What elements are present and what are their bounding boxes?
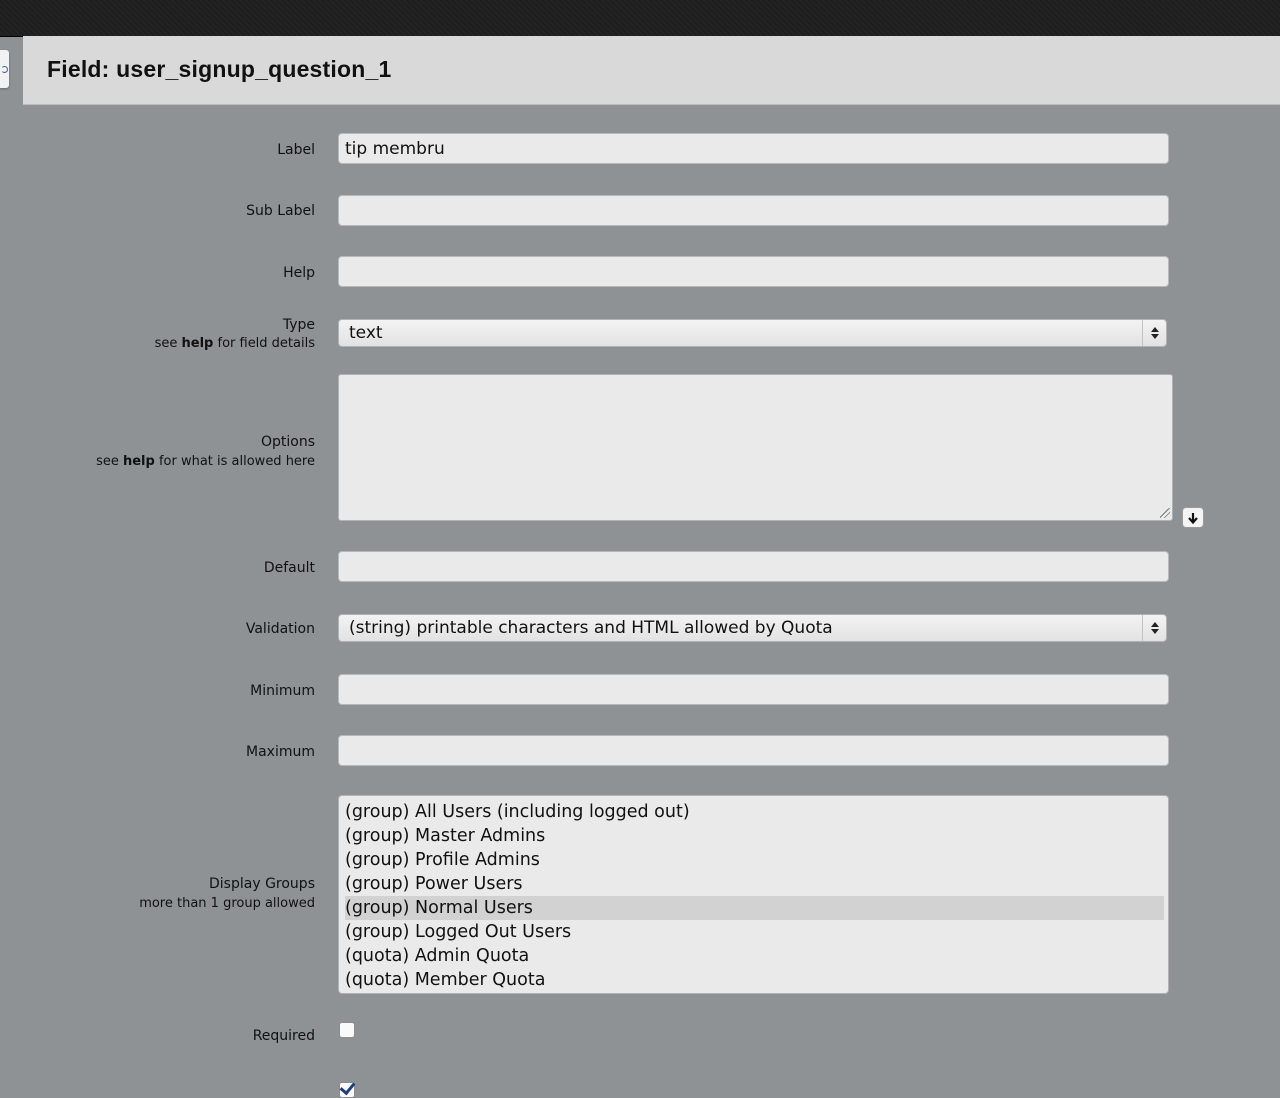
display-groups-hint: more than 1 group allowed: [139, 896, 315, 911]
sub-label-field-label: Sub Label: [246, 203, 315, 219]
minimum-field-label: Minimum: [250, 683, 315, 699]
type-hint-prefix: see: [154, 336, 182, 351]
options-field-hint: [96, 454, 315, 469]
options-field-label: Options: [260, 434, 315, 450]
side-panel-tab[interactable]: [0, 50, 9, 88]
next-checkbox[interactable]: [339, 1082, 355, 1098]
validation-select[interactable]: [338, 614, 1167, 642]
type-select[interactable]: [338, 319, 1167, 347]
resize-grip-icon[interactable]: [1160, 508, 1170, 518]
list-option-highlighted[interactable]: (group) Normal Users: [345, 896, 1164, 920]
help-field-label: Help: [283, 265, 315, 281]
required-checkbox[interactable]: [339, 1022, 355, 1038]
sub-label-input[interactable]: [338, 195, 1169, 226]
page-header: [23, 36, 1280, 105]
arrow-down-icon: [1187, 512, 1199, 524]
checkmark-icon: [340, 1079, 356, 1096]
list-option[interactable]: (group) All Users (including logged out): [345, 802, 690, 822]
display-groups-listbox[interactable]: [338, 795, 1169, 994]
label-field-label: Label: [277, 142, 315, 158]
up-down-arrows-icon: [1142, 320, 1166, 346]
validation-field-label: Validation: [245, 621, 315, 637]
type-field-hint: [155, 336, 315, 351]
list-option[interactable]: (group) Profile Admins: [345, 850, 540, 870]
label-input[interactable]: [338, 133, 1169, 164]
minimum-input[interactable]: [338, 674, 1169, 705]
options-help-link[interactable]: help: [122, 454, 155, 469]
type-select-value: text: [349, 323, 383, 343]
validation-select-value: (string) printable characters and HTML allowed by Quota: [349, 618, 833, 638]
up-down-arrows-icon: [1142, 615, 1166, 641]
maximum-field-label: Maximum: [246, 744, 315, 760]
list-option[interactable]: (group) Logged Out Users: [345, 922, 572, 942]
list-option[interactable]: (group) Power Users: [345, 874, 523, 894]
type-help-link[interactable]: help: [181, 336, 214, 351]
type-field-label: Type: [282, 317, 315, 333]
display-groups-field-label: Display Groups: [209, 876, 315, 892]
list-option[interactable]: (quota) Member Quota: [345, 970, 546, 990]
maximum-input[interactable]: [338, 735, 1169, 766]
top-toolbar: [0, 0, 1280, 37]
required-field-label: Required: [252, 1028, 315, 1044]
options-textarea[interactable]: [338, 374, 1173, 521]
options-hint-suffix: for what is allowed here: [154, 454, 315, 469]
list-option[interactable]: (group) Master Admins: [345, 826, 546, 846]
expand-options-button[interactable]: [1182, 507, 1204, 528]
default-field-label: Default: [263, 560, 315, 576]
default-input[interactable]: [338, 551, 1169, 582]
help-input[interactable]: [338, 256, 1169, 287]
options-hint-prefix: see: [96, 454, 123, 469]
list-option[interactable]: (quota) Admin Quota: [345, 946, 530, 966]
page-title: Field: user_signup_question_1: [47, 56, 392, 82]
type-hint-suffix: for field details: [213, 336, 315, 351]
search-icon: [1, 66, 8, 73]
